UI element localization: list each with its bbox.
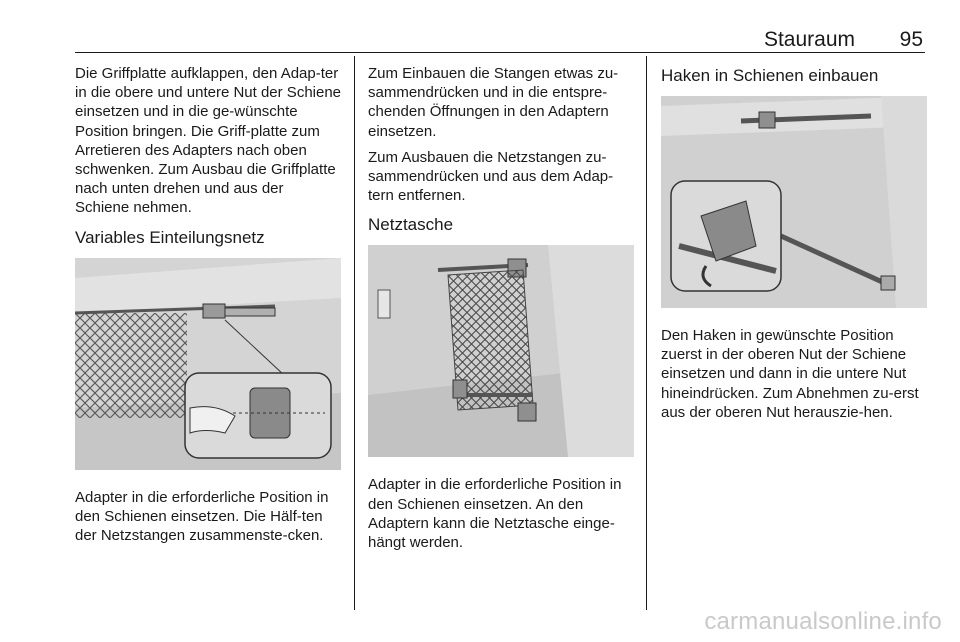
page-number: 95	[899, 28, 923, 51]
paragraph-einbauen: Zum Einbauen die Stangen etwas zu-sammendrücken und in die entspre-chenden Öffnungen in den Adaptern einsetzen.	[368, 65, 619, 140]
column-3	[661, 64, 927, 429]
illustration-hook	[661, 96, 927, 308]
hook-drawing	[661, 96, 927, 308]
paragraph-adapter-net: Adapter in die erforderliche Position in den Schienen einsetzen. Die Hälf-ten der Netzstangen zusammenste-cken.	[75, 488, 329, 545]
header-rule	[75, 52, 925, 53]
column-1	[75, 64, 341, 552]
illustration-net-adapter	[75, 258, 341, 470]
paragraph-haken: Den Haken in gewünschte Position zuerst in der oberen Nut der Schiene einsetzen und dann in die untere Nut hineindrücken. Zum Abnehmen zu-erst aus der oberen Nut herauszie-hen.	[661, 327, 919, 421]
watermark: carmanualsonline.info	[704, 608, 942, 635]
heading-haken: Haken in Schienen einbauen	[661, 66, 879, 85]
paragraph-ausbauen: Zum Ausbauen die Netzstangen zu-sammendrücken und aus dem Adap-tern entfernen.	[368, 148, 614, 205]
section-title: Stauraum	[763, 28, 855, 51]
page-header	[75, 28, 925, 52]
column-divider-2	[646, 56, 647, 610]
paragraph-adapter-pocket: Adapter in die erforderliche Position in den Schienen einsetzen. An den Adaptern kann die Netztasche einge-hängt werden.	[368, 476, 622, 552]
illustration-net-pocket	[368, 245, 634, 457]
column-2	[368, 64, 634, 559]
net-adapter-drawing	[75, 258, 341, 470]
heading-einteilungsnetz: Variables Einteilungsnetz	[75, 227, 265, 247]
column-divider-1	[354, 56, 355, 610]
heading-netztasche: Netztasche	[368, 215, 454, 235]
paragraph-griffplatte: Die Griffplatte aufklappen, den Adap-ter in die obere und untere Nut der Schiene einsetzen und in die ge-wünschte Position bringen. Die Griff-platte zum Arretieren des Adapters nach oben schwenken. Zum Ausbau die Griffplatte nach unten drehen und aus der Schiene nehmen.	[75, 65, 342, 217]
net-pocket-drawing	[368, 245, 634, 457]
